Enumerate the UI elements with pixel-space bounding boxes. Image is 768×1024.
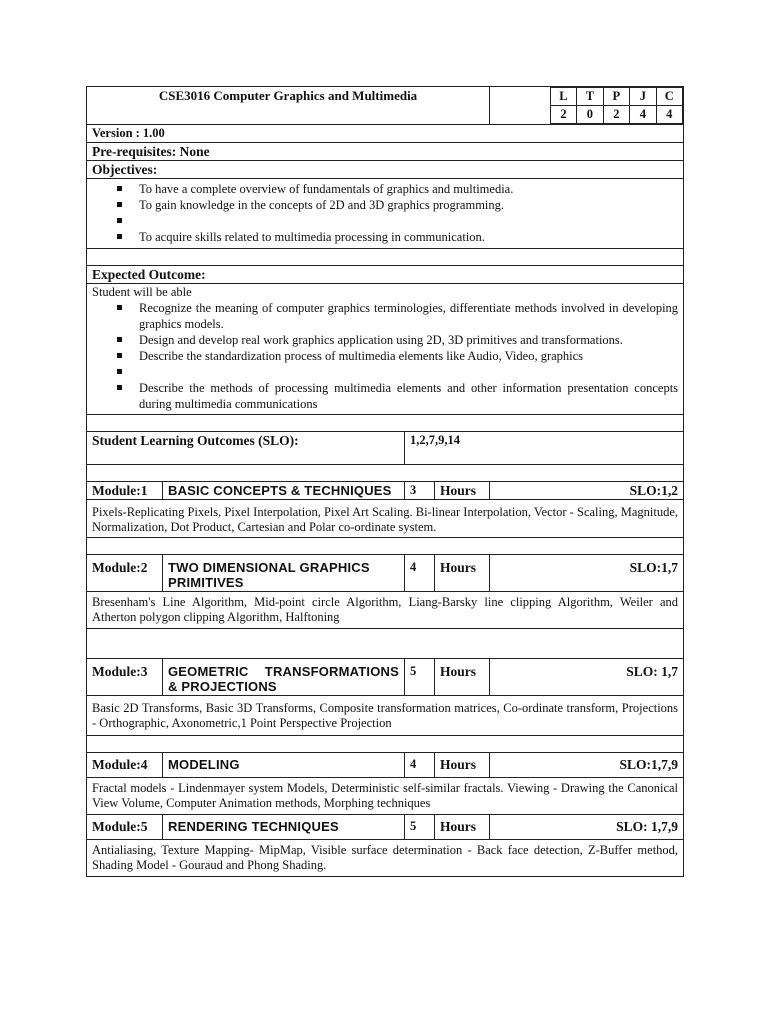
module-label: Module:2	[87, 555, 163, 592]
module-title: GEOMETRIC TRANSFORMATIONS & PROJECTIONS	[163, 659, 405, 696]
spacer-row	[87, 249, 684, 266]
course-title: CSE3016 Computer Graphics and Multimedia	[87, 87, 490, 125]
objectives-label: Objectives:	[87, 161, 684, 179]
expected-outcome-label: Expected Outcome:	[87, 266, 684, 284]
ltpjc-header: T	[577, 88, 603, 106]
outcomes-cell	[87, 284, 684, 415]
ltpjc-header: L	[550, 88, 576, 106]
module-label: Module:4	[87, 753, 163, 778]
module-slo: SLO:1,7	[490, 555, 684, 592]
version: Version : 1.00	[87, 125, 684, 143]
spacer-row	[87, 629, 684, 659]
hours-label: Hours	[435, 753, 490, 778]
ltpjc-value: 2	[550, 106, 576, 124]
module-slo: SLO:1,7,9	[490, 753, 684, 778]
outcome-item: Design and develop real work graphics application using 2D, 3D primitives and transformations.	[139, 332, 678, 348]
ltpjc-box	[490, 87, 684, 125]
module-title: BASIC CONCEPTS & TECHNIQUES	[163, 482, 405, 500]
spacer-row	[87, 736, 684, 753]
hours-label: Hours	[435, 555, 490, 592]
hours-label: Hours	[435, 659, 490, 696]
ltpjc-value: 0	[577, 106, 603, 124]
hours-label: Hours	[435, 815, 490, 840]
slo-label: Student Learning Outcomes (SLO):	[87, 432, 405, 465]
module-slo: SLO: 1,7	[490, 659, 684, 696]
module-title: RENDERING TECHNIQUES	[163, 815, 405, 840]
module-hours: 4	[405, 555, 435, 592]
spacer-row	[87, 415, 684, 432]
objectives-list-cell	[87, 179, 684, 249]
ltpjc-value: 4	[630, 106, 656, 124]
module-hours: 3	[405, 482, 435, 500]
module-hours: 5	[405, 659, 435, 696]
hours-label: Hours	[435, 482, 490, 500]
module-content: Pixels-Replicating Pixels, Pixel Interpolation, Pixel Art Scaling. Bi-linear Interpolation, Vector - Scaling, Magnitude, Normalization, Dot Product, Cartesian and Polar co-ordinate system.	[87, 500, 684, 538]
module-hours: 5	[405, 815, 435, 840]
ltpjc-header: C	[656, 88, 683, 106]
module-title: MODELING	[163, 753, 405, 778]
ltpjc-value: 4	[656, 106, 683, 124]
ltpjc-header: J	[630, 88, 656, 106]
outcome-item: Describe the methods of processing multimedia elements and other information presentation concepts during multimedia communications	[139, 381, 679, 411]
objective-item: To have a complete overview of fundamentals of graphics and multimedia.	[139, 181, 678, 197]
module-slo: SLO: 1,7,9	[490, 815, 684, 840]
module-label: Module:5	[87, 815, 163, 840]
outcomes-list	[92, 300, 678, 412]
ltpjc-value: 2	[603, 106, 629, 124]
module-content: Fractal models - Lindenmayer system Models, Deterministic self-similar fractals. Viewing - Drawing the Canonical View Volume, Computer Animation methods, Morphing techniques	[87, 778, 684, 815]
student-will-text: Student will be able	[92, 285, 192, 299]
spacer-row	[87, 538, 684, 555]
list-spacer	[139, 364, 678, 380]
objectives-list	[92, 181, 678, 245]
module-content: Bresenham's Line Algorithm, Mid-point circle Algorithm, Liang-Barsky line clipping Algorithm, Weiler and Atherton polygon clipping Algorithm, Halftoning	[87, 592, 684, 629]
module-label: Module:1	[87, 482, 163, 500]
slo-value: 1,2,7,9,14	[405, 432, 684, 465]
module-title: TWO DIMENSIONAL GRAPHICS PRIMITIVES	[163, 555, 405, 592]
module-label: Module:3	[87, 659, 163, 696]
objective-item: To acquire skills related to multimedia processing in communication.	[139, 229, 678, 245]
module-content: Antialiasing, Texture Mapping- MipMap, Visible surface determination - Back face detection, Z-Buffer method, Shading Model - Gouraud and Phong Shading.	[87, 840, 684, 877]
module-content: Basic 2D Transforms, Basic 3D Transforms, Composite transformation matrices, Co-ordinate transform, Projections - Orthographic, Axonometric,1 Point Perspective Projection	[87, 696, 684, 736]
list-spacer	[139, 213, 678, 229]
ltpjc-header: P	[603, 88, 629, 106]
spacer-row	[87, 465, 684, 482]
syllabus-table	[86, 86, 684, 877]
ltpjc-table	[550, 87, 683, 124]
objective-item: To gain knowledge in the concepts of 2D and 3D graphics programming.	[139, 197, 678, 213]
outcome-item: Describe the standardization process of multimedia elements like Audio, Video, graphics	[139, 348, 678, 364]
prerequisites: Pre-requisites: None	[87, 143, 684, 161]
module-slo: SLO:1,2	[490, 482, 684, 500]
outcome-item: Recognize the meaning of computer graphics terminologies, differentiate methods involved in developing graphics models.	[139, 301, 679, 331]
module-hours: 4	[405, 753, 435, 778]
